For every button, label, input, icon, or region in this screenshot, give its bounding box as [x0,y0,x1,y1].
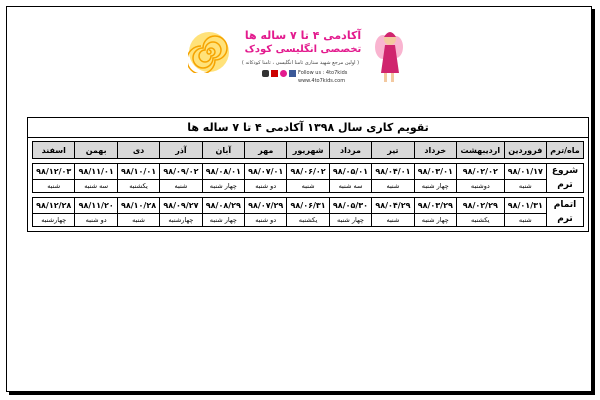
date-cell: ۹۸/۰۲/۲۹ [456,198,504,214]
date-cell: ۹۸/۰۸/۲۹ [202,198,244,214]
academy-logo [188,27,403,89]
social-icons [262,70,296,77]
weekday-cell: دوشنبه [456,180,504,193]
weekday-cell: دو شنبه [75,214,117,227]
weekday-cell: شنبه [504,180,546,193]
month-header: مرداد [329,142,371,159]
weekday-cell: چهار شنبه [414,214,456,227]
youtube-icon [271,70,278,77]
weekday-cell: یکشنبه [117,180,159,193]
date-cell: ۹۸/۰۲/۰۲ [456,164,504,180]
weekday-cell: چهارشنبه [33,214,75,227]
date-cell: ۹۸/۱۲/۲۸ [33,198,75,214]
date-cell: ۹۸/۰۷/۰۱ [245,164,287,180]
date-cell: ۹۸/۰۱/۳۱ [504,198,546,214]
weekday-cell: یکشنبه [287,214,329,227]
weekday-cell: شنبه [372,180,414,193]
calendar-table [32,141,584,227]
term-end-date-row [33,198,584,214]
date-cell: ۹۸/۰۶/۰۲ [287,164,329,180]
calendar-title: تقویم کاری سال ۱۳۹۸ آکادمی ۴ تا ۷ ساله ها [28,118,588,138]
logo-follow: Follow us : 4to7kids [298,70,348,76]
calendar-table-container [27,117,589,232]
weekday-cell: چهارشنبه [160,214,202,227]
weekday-cell: یکشنبه [456,214,504,227]
weekday-cell: چهار شنبه [329,214,371,227]
date-cell: ۹۸/۰۴/۲۹ [372,198,414,214]
term-start-day-row [33,180,584,193]
date-cell: ۹۸/۰۵/۰۱ [329,164,371,180]
date-cell: ۹۸/۰۴/۰۱ [372,164,414,180]
weekday-cell: سه شنبه [329,180,371,193]
month-header: خرداد [414,142,456,159]
date-cell: ۹۸/۱۰/۰۱ [117,164,159,180]
term-start-label: شروع ترم [547,164,584,193]
month-header: شهریور [287,142,329,159]
date-cell: ۹۸/۱۲/۰۳ [33,164,75,180]
weekday-cell: شنبه [33,180,75,193]
weekday-cell: چهار شنبه [202,214,244,227]
weekday-cell: چهار شنبه [414,180,456,193]
header-row [33,142,584,159]
month-header: مهر [245,142,287,159]
date-cell: ۹۸/۰۳/۰۱ [414,164,456,180]
term-end-label: اتمام ترم [547,198,584,227]
date-cell: ۹۸/۱۰/۲۸ [117,198,159,214]
month-header: دی [117,142,159,159]
logo-title: آکادمی ۴ تا ۷ ساله ها [244,29,362,42]
month-header: بهمن [75,142,117,159]
month-header: آذر [160,142,202,159]
date-cell: ۹۸/۱۱/۲۰ [75,198,117,214]
spiral-icon [188,31,230,73]
month-header: اردیبهشت [456,142,504,159]
date-cell: ۹۸/۰۳/۲۹ [414,198,456,214]
date-cell: ۹۸/۰۷/۲۹ [245,198,287,214]
corner-header: ماه/ترم [547,142,584,159]
month-header: تیر [372,142,414,159]
month-header: اسفند [33,142,75,159]
fairy-icon [374,27,404,85]
weekday-cell: شنبه [504,214,546,227]
telegram-icon [280,70,287,77]
weekday-cell: دو شنبه [245,214,287,227]
date-cell: ۹۸/۰۶/۳۱ [287,198,329,214]
logo-subtitle: تخصصی انگلیسی کودک [244,44,362,55]
weekday-cell: سه شنبه [75,180,117,193]
instagram-icon [262,70,269,77]
date-cell: ۹۸/۰۱/۱۷ [504,164,546,180]
date-cell: ۹۸/۰۵/۳۰ [329,198,371,214]
weekday-cell: چهار شنبه [202,180,244,193]
term-start-date-row [33,164,584,180]
weekday-cell: شنبه [372,214,414,227]
month-header: فروردین [504,142,546,159]
page-frame [6,6,592,392]
logo-website: www.4to7kids.com [298,78,346,84]
weekday-cell: شنبه [117,214,159,227]
date-cell: ۹۸/۰۹/۰۲ [160,164,202,180]
facebook-icon [289,70,296,77]
date-cell: ۹۸/۱۱/۰۱ [75,164,117,180]
date-cell: ۹۸/۰۹/۲۷ [160,198,202,214]
weekday-cell: دو شنبه [245,180,287,193]
term-end-day-row [33,214,584,227]
logo-tagline: ( اولین مرجع شهید ستاری ثامنا انگلیسی ، ثامنا کودکانه ) [241,60,360,66]
month-header: آبان [202,142,244,159]
weekday-cell: شنبه [160,180,202,193]
date-cell: ۹۸/۰۸/۰۱ [202,164,244,180]
weekday-cell: شنبه [287,180,329,193]
